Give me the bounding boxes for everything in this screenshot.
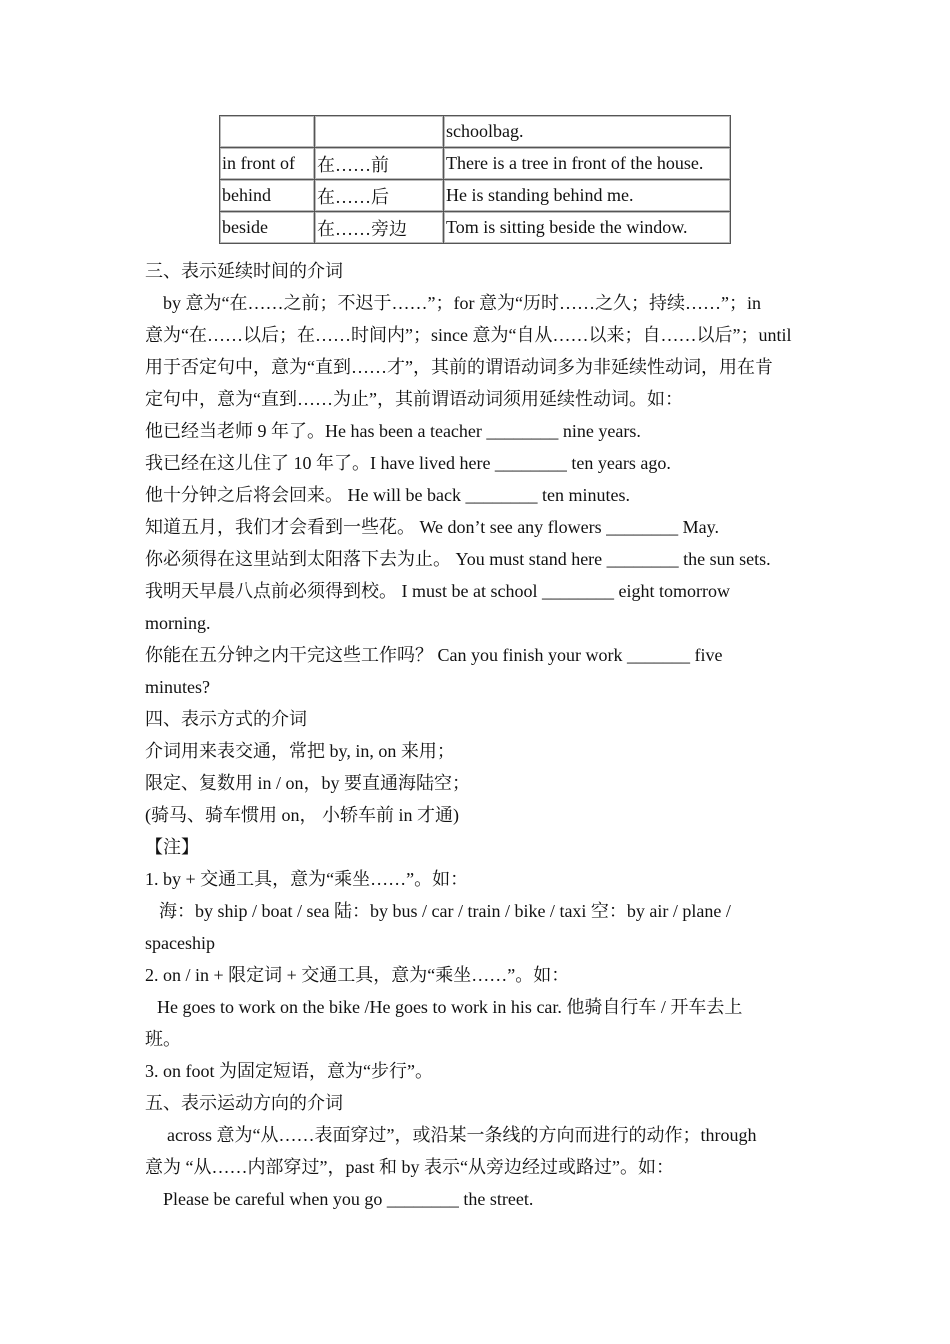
paragraph-line: 意为 “从……内部穿过”，past 和 by 表示“从旁边经过或路过”。如： xyxy=(145,1157,674,1177)
table-row xyxy=(220,212,731,244)
table-cell: 在……旁边 xyxy=(315,212,444,244)
paragraph-line: across 意为“从……表面穿过”，或沿某一条线的方向而进行的动作；through xyxy=(167,1125,757,1145)
paragraph-line: 意为“在……以后；在……时间内”；since 意为“自从……以来；自……以后”；until xyxy=(145,325,792,345)
table-cell: 在……前 xyxy=(315,148,444,180)
example-line: 他十分钟之后将会回来。 He will be back ________ ten minutes. xyxy=(145,485,630,505)
table-cell: 在……后 xyxy=(315,180,444,212)
table-cell: Tom is sitting beside the window. xyxy=(444,212,731,244)
example-line: 你能在五分钟之内干完这些工作吗？ Can you finish your work _______ five xyxy=(145,645,723,665)
paragraph-line: 定句中，意为“直到……为止”，其前谓语动词须用延续性动词。如： xyxy=(145,389,683,409)
paragraph-line: 海：by ship / boat / sea 陆：by bus / car / train / bike / taxi 空：by air / plane / xyxy=(159,901,731,921)
section-heading: 三、表示延续时间的介词 xyxy=(145,261,343,281)
example-line: 知道五月，我们才会看到一些花。 We don’t see any flowers ________ May. xyxy=(145,517,719,537)
table-cell: schoolbag. xyxy=(444,116,731,148)
example-line: He goes to work on the bike /He goes to work in his car. 他骑自行车 / 开车去上 xyxy=(157,997,743,1017)
paragraph-line: by 意为“在……之前；不迟于……”；for 意为“历时……之久；持续……”；in xyxy=(163,293,761,313)
example-line: minutes? xyxy=(145,677,210,697)
example-line: morning. xyxy=(145,613,211,633)
example-line: 他已经当老师 9 年了。He has been a teacher ________ nine years. xyxy=(145,421,641,441)
preposition-table xyxy=(219,115,731,244)
example-line: 你必须得在这里站到太阳落下去为止。 You must stand here ________ the sun sets. xyxy=(145,549,771,569)
paragraph-line: 2. on / in + 限定词 + 交通工具，意为“乘坐……”。如： xyxy=(145,965,570,985)
paragraph-line: 1. by + 交通工具，意为“乘坐……”。如： xyxy=(145,869,469,889)
section-heading: 四、表示方式的介词 xyxy=(145,709,307,729)
table-cell: He is standing behind me. xyxy=(444,180,731,212)
table-row xyxy=(220,148,731,180)
table-cell: beside xyxy=(220,212,315,244)
example-line: 班。 xyxy=(145,1029,181,1049)
example-line: Please be careful when you go ________ the street. xyxy=(163,1189,534,1209)
paragraph-line: 介词用来表交通，常把 by, in, on 来用； xyxy=(145,741,455,761)
note-heading: 【注】 xyxy=(145,837,199,857)
table-row xyxy=(220,180,731,212)
table-cell: There is a tree in front of the house. xyxy=(444,148,731,180)
paragraph-line: spaceship xyxy=(145,933,215,953)
table-cell xyxy=(315,116,444,148)
table-row xyxy=(220,116,731,148)
example-line: 我已经在这儿住了 10 年了。I have lived here ________ ten years ago. xyxy=(145,453,671,473)
paragraph-line: 3. on foot 为固定短语，意为“步行”。 xyxy=(145,1061,433,1081)
paragraph-line: 限定、复数用 in / on，by 要直通海陆空； xyxy=(145,773,471,793)
table-cell: in front of xyxy=(220,148,315,180)
table-cell xyxy=(220,116,315,148)
body-text xyxy=(145,255,810,1215)
paragraph-line: (骑马、骑车惯用 on， 小轿车前 in 才通) xyxy=(145,805,459,825)
table-cell: behind xyxy=(220,180,315,212)
section-heading: 五、表示运动方向的介词 xyxy=(145,1093,343,1113)
paragraph-line: 用于否定句中，意为“直到……才”，其前的谓语动词多为非延续性动词，用在肯 xyxy=(145,357,773,377)
example-line: 我明天早晨八点前必须得到校。 I must be at school ________ eight tomorrow xyxy=(145,581,730,601)
